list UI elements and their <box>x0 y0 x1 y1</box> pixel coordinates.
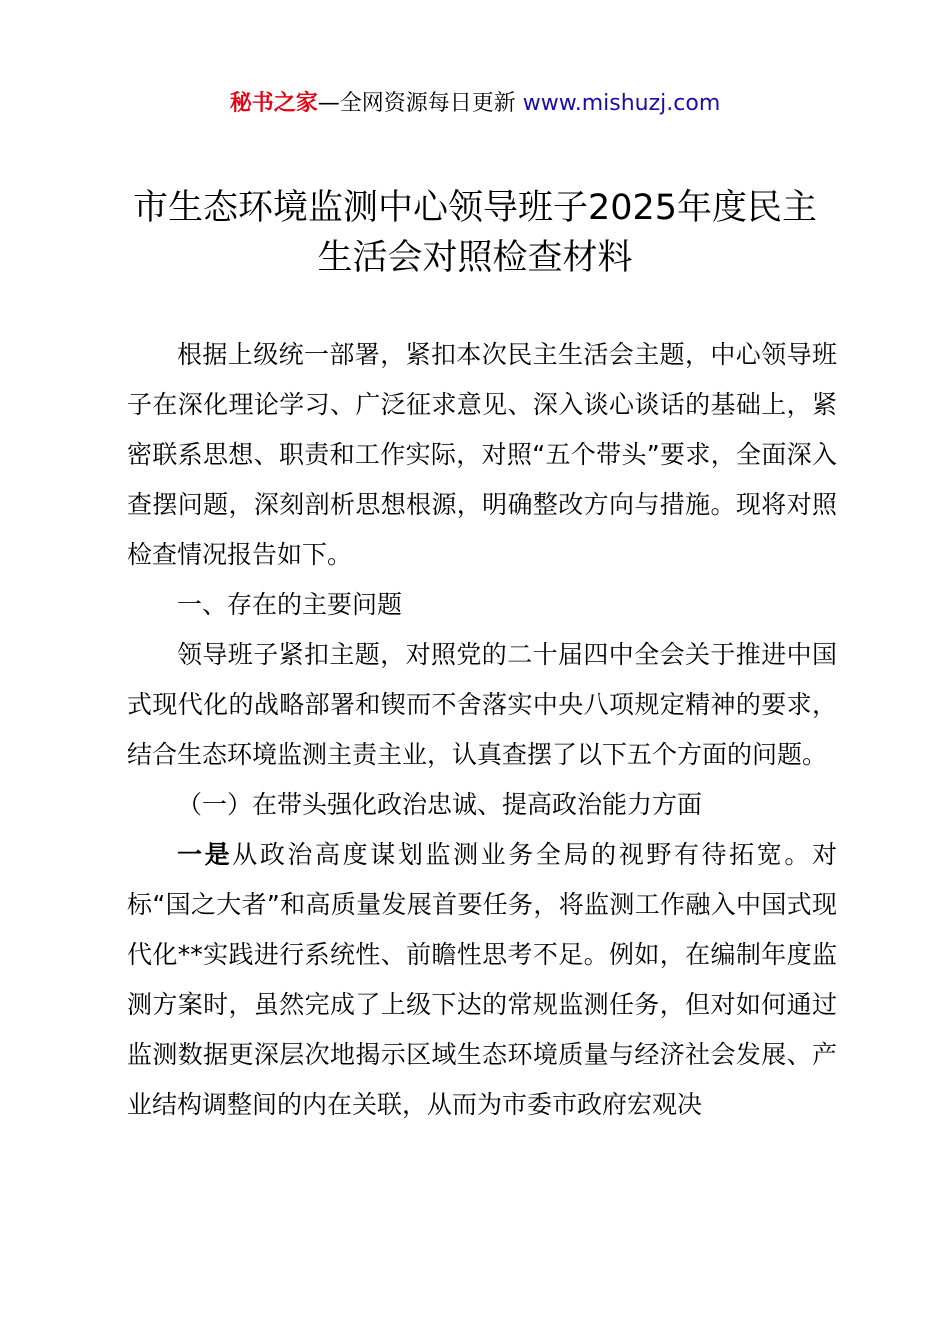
site-header <box>0 88 950 120</box>
point-paragraph <box>127 830 837 1130</box>
brand-name: 秘书之家 <box>229 91 318 116</box>
header-tagline: —全网资源每日更新 <box>317 91 516 116</box>
site-url-link[interactable]: www.mishuzj.com <box>522 91 721 116</box>
section-heading: 一、存在的主要问题 <box>177 590 403 619</box>
title-line-1: 市生态环境监测中心领导班子2025年度民主 <box>132 188 818 228</box>
point-text: 从政治高度谋划监测业务全局的视野有待拓宽。对标“国之大者”和高质量发展首要任务，将监测工作融入中国式现代化**实践进行系统性、前瞻性思考不足。例如，在编制年度监测方案时，虽然完成了上级下达的常规监测任务，但对如何通过监测数据更深层次地揭示区域生态环境质量与经济社会发展、产业结构调整间的内在关联，从而为市委市政府宏观决 <box>127 840 837 1119</box>
point-lead: 一是 <box>177 840 233 869</box>
document-title <box>110 183 840 283</box>
document-body <box>127 330 837 1130</box>
title-line-2: 生活会对照检查材料 <box>317 238 633 278</box>
section-intro-paragraph: 领导班子紧扣主题，对照党的二十届四中全会关于推进中国式现代化的战略部署和锲而不舍落实中央八项规定精神的要求，结合生态环境监测主责主业，认真查摆了以下五个方面的问题。 <box>127 640 837 769</box>
intro-paragraph: 根据上级统一部署，紧扣本次民主生活会主题，中心领导班子在深化理论学习、广泛征求意见、深入谈心谈话的基础上，紧密联系思想、职责和工作实际，对照“五个带头”要求，全面深入查摆问题，深刻剖析思想根源，明确整改方向与措施。现将对照检查情况报告如下。 <box>127 340 837 569</box>
subsection-heading: （一）在带头强化政治忠诚、提高政治能力方面 <box>177 790 703 819</box>
